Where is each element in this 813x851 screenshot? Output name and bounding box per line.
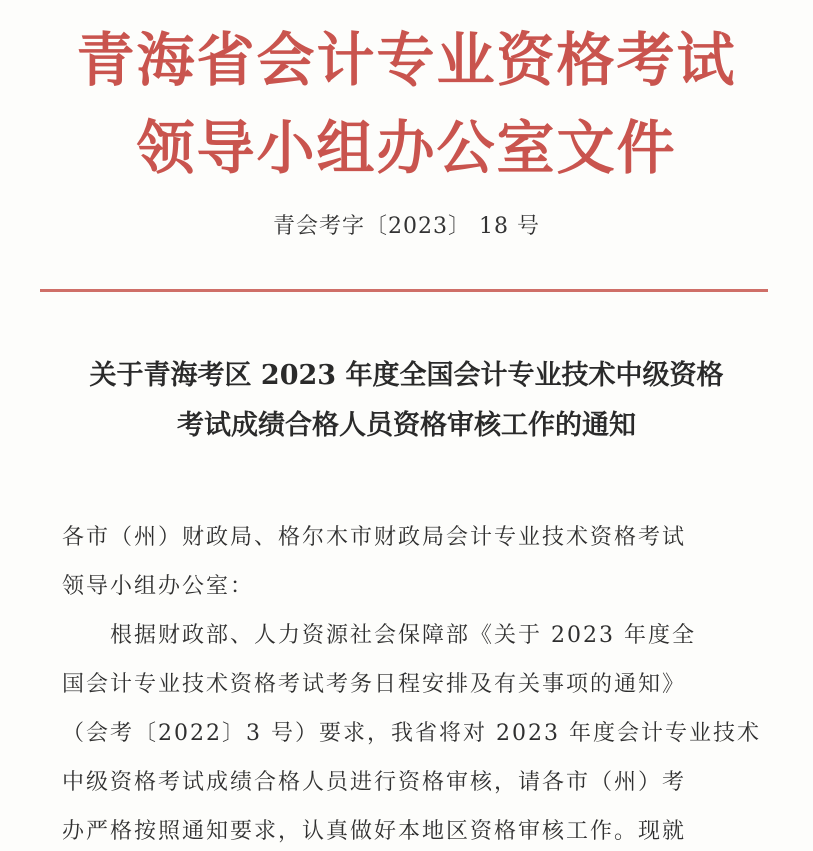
document-number: 青会考字〔2023〕 18 号 [273,214,540,239]
body-line-4: 国会计专业技术资格考试考务日程安排及有关事项的通知》 [62,672,687,697]
body-line-6: 中级资格考试成绩合格人员进行资格审核，请各市（州）考 [62,770,687,795]
body-line-1: 各市（州）财政局、格尔木市财政局会计专业技术资格考试 [62,525,687,550]
body-line-2: 领导小组办公室： [62,574,255,599]
notice-title-line-1: 关于青海考区 2023 年度全国会计专业技术中级资格 [89,360,724,391]
body-line-7: 办严格按照通知要求，认真做好本地区资格审核工作。现就 [62,819,687,844]
body-line-5: （会考〔2022〕3 号）要求，我省将对 2023 年度会计专业技术 [62,721,761,746]
masthead-line-1: 青海省会计专业资格考试 [76,26,737,94]
masthead-line-2: 领导小组办公室文件 [136,114,677,182]
body-line-3: 根据财政部、人力资源社会保障部《关于 2023 年度全 [62,623,696,648]
notice-title-line-2: 考试成绩合格人员资格审核工作的通知 [177,410,636,441]
red-divider-rule [40,289,768,292]
